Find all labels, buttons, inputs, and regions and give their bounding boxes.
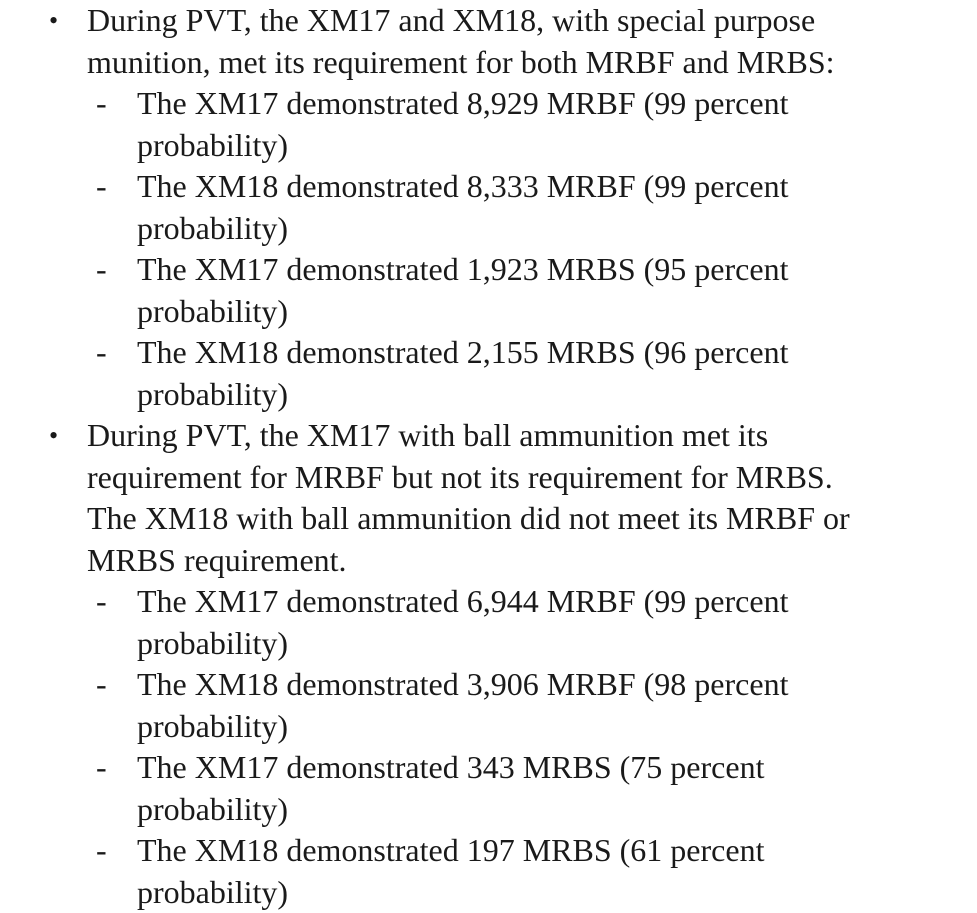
sub-item-text: The XM17 demonstrated 1,923 MRBS (95 percent probability) [137,251,789,329]
sub-item-text: The XM18 demonstrated 3,906 MRBF (98 percent probability) [137,666,789,744]
sub-list-item [0,664,947,747]
dash-marker: - [96,583,107,619]
sub-item-text: The XM17 demonstrated 6,944 MRBF (99 percent probability) [137,583,789,661]
sub-list-item [0,332,947,415]
sub-item-text: The XM18 demonstrated 2,155 MRBS (96 percent probability) [137,334,789,412]
sub-list-item [0,249,947,332]
dash-marker: - [96,251,107,287]
bullet-text: During PVT, the XM17 with ball ammunition met its requirement for MRBF but not its requirement for MRBS. The XM18 with ball ammunition did not meet its MRBF or MRBS requirement. [87,417,850,578]
dash-marker: - [96,334,107,370]
bullet-marker: • [49,6,59,35]
sub-item-text: The XM18 demonstrated 197 MRBS (61 percent probability) [137,832,765,910]
bullet-marker: • [49,421,59,450]
bullet-item [0,415,947,913]
sub-list-item [0,83,947,166]
sub-list-item [0,166,947,249]
dash-marker: - [96,168,107,204]
sub-list-item [0,581,947,664]
bullet-text: During PVT, the XM17 and XM18, with special purpose munition, met its requirement for both MRBF and MRBS: [87,2,835,80]
dash-marker: - [96,832,107,868]
sub-list [0,83,947,415]
dash-marker: - [96,85,107,121]
sub-list-item [0,830,947,913]
sub-item-text: The XM17 demonstrated 8,929 MRBF (99 percent probability) [137,85,789,163]
dash-marker: - [96,749,107,785]
bullet-item [0,0,947,415]
sub-item-text: The XM17 demonstrated 343 MRBS (75 percent probability) [137,749,765,827]
sub-item-text: The XM18 demonstrated 8,333 MRBF (99 percent probability) [137,168,789,246]
sub-list [0,581,947,913]
sub-list-item [0,747,947,830]
dash-marker: - [96,666,107,702]
